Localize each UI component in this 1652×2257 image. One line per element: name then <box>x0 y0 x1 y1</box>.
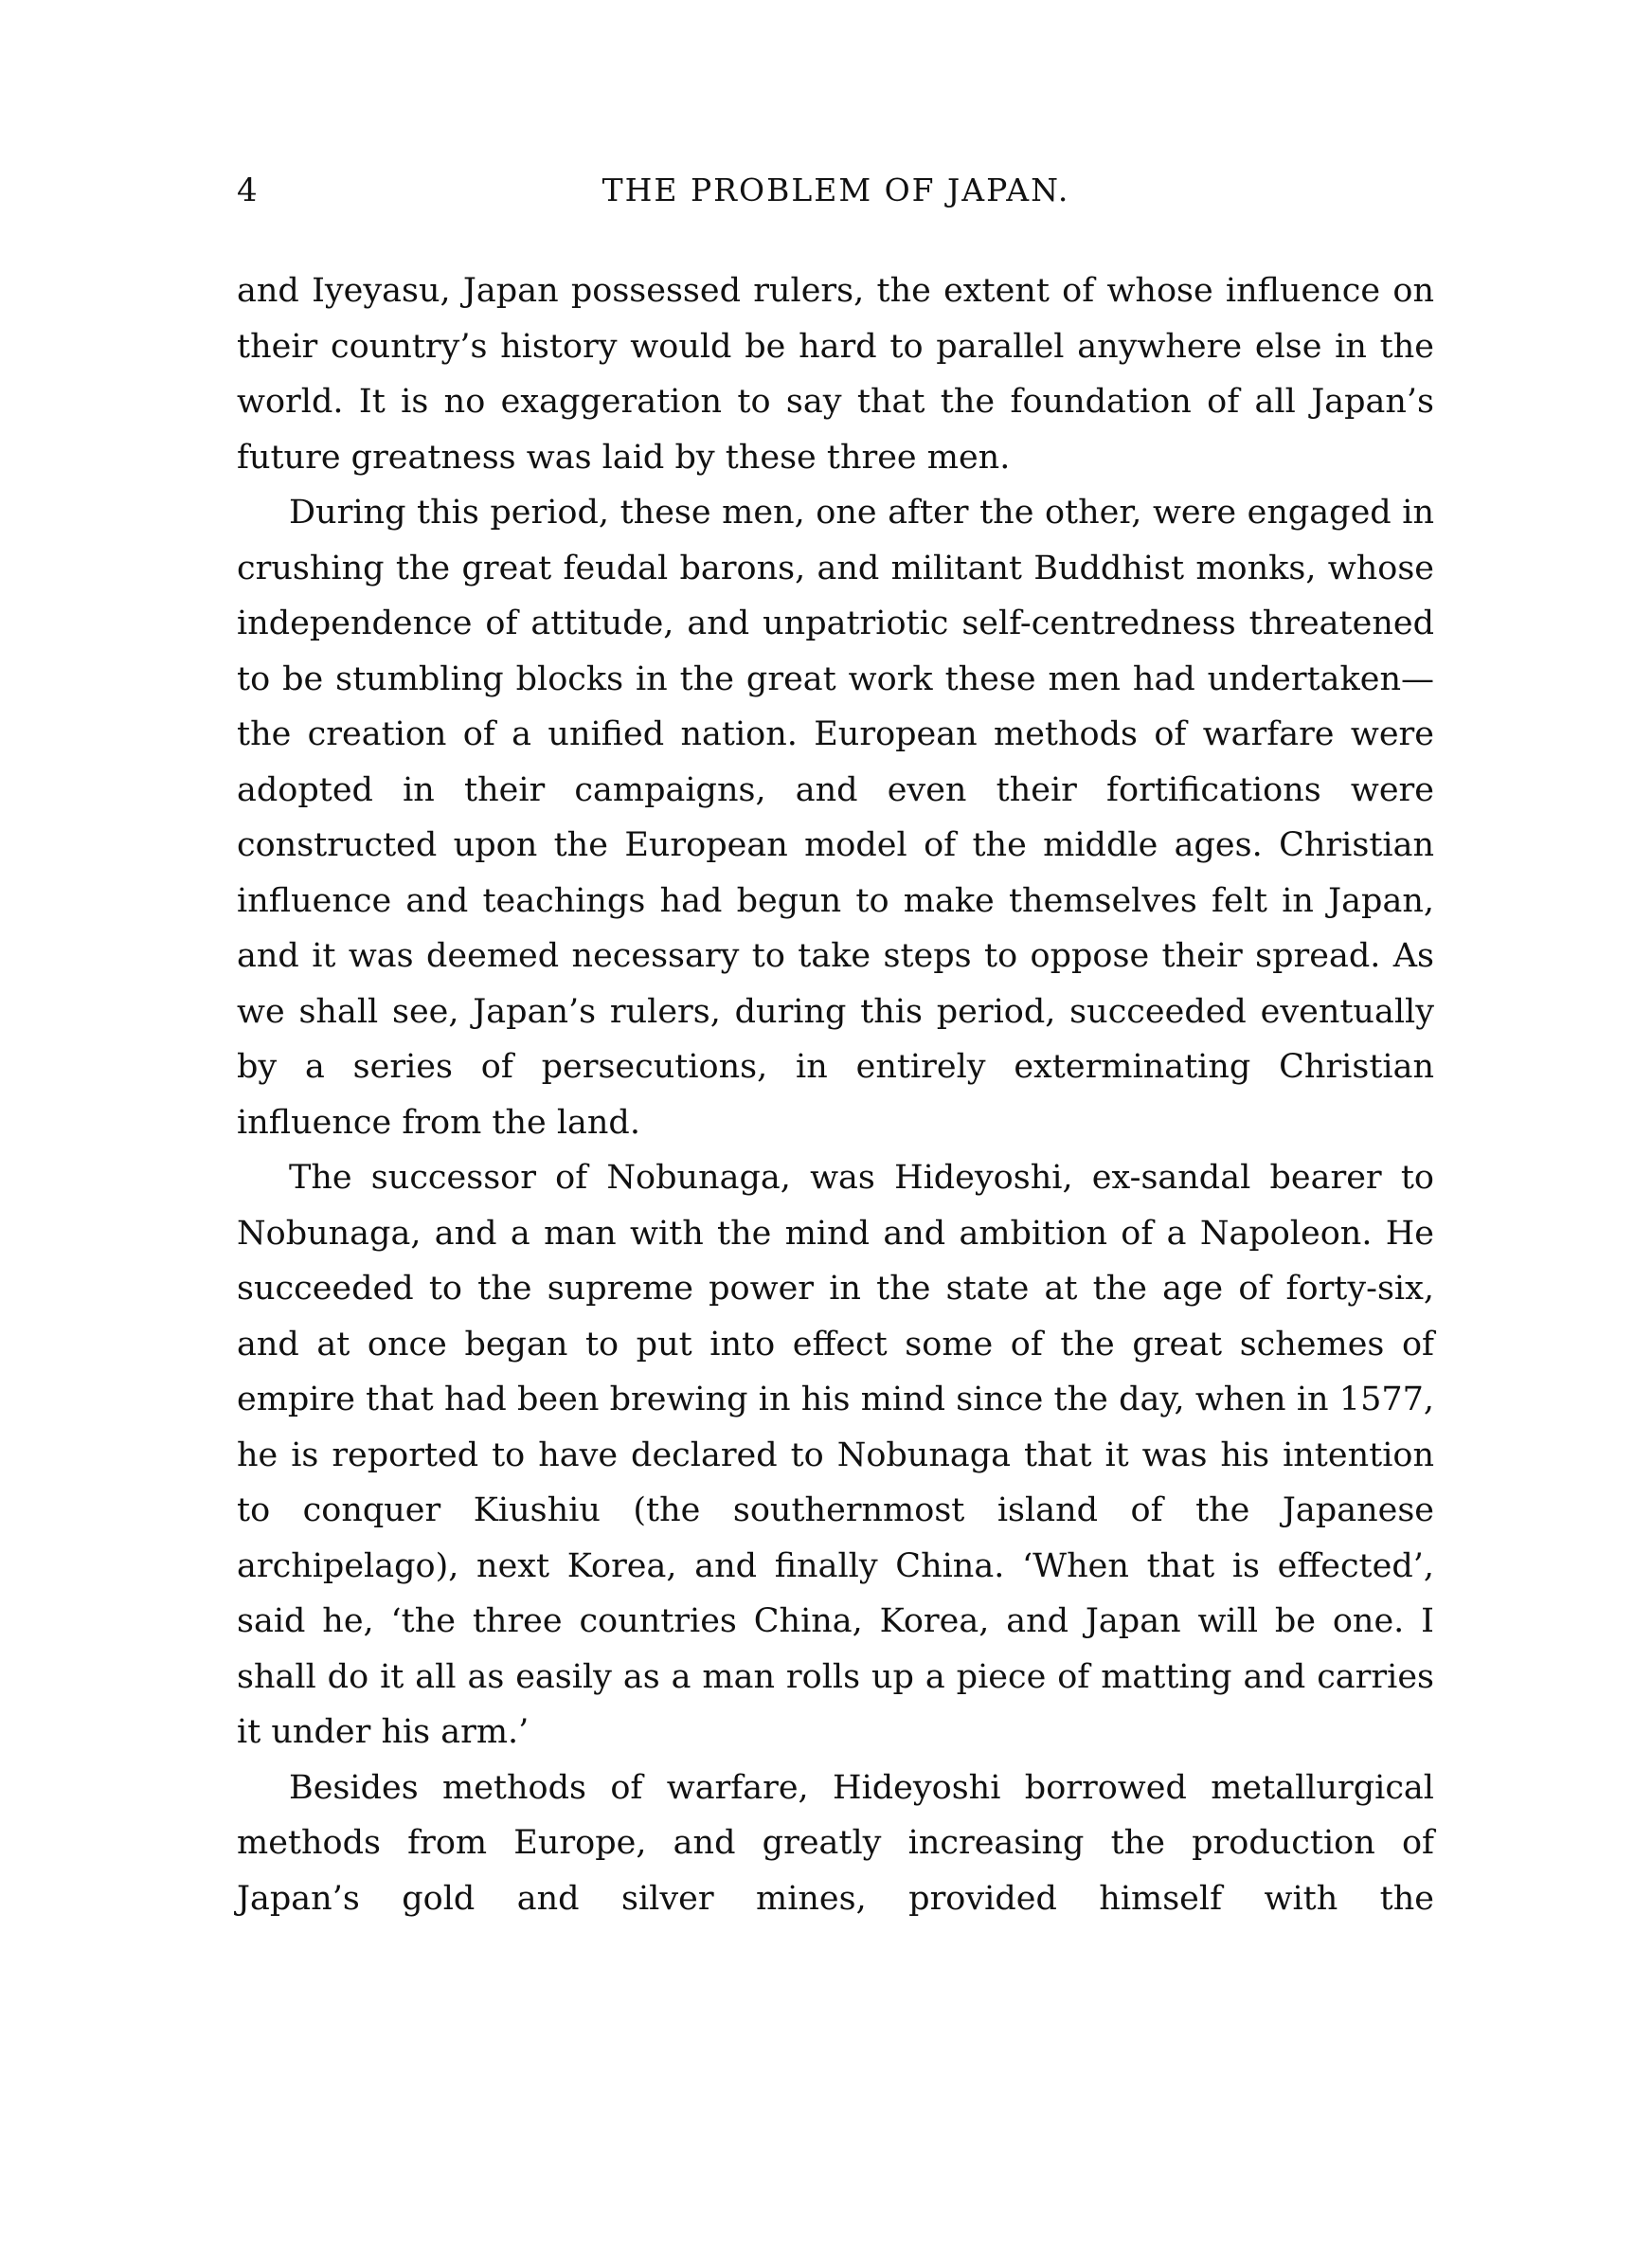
paragraph: During this period, these men, one after the other, were engaged in crushing the great feudal barons, and militant Buddhist monks, whose independence of attitude, and unpatriotic self-centredness threatened to be stumbling blocks in the great work these men had undertaken—the creation of a unified nation. European methods of warfare were adopted in their campaigns, and even their fortifications were constructed upon the European model of the middle ages. Christian influence and teachings had begun to make themselves felt in Japan, and it was deemed necessary to take steps to oppose their spread. As we shall see, Japan’s rulers, during this period, succeeded eventually by a series of persecutions, in entirely exterminating Christian influence from the land. <box>237 494 1434 1142</box>
running-title: THE PROBLEM OF JAPAN. <box>602 172 1070 208</box>
page-number: 4 <box>237 172 259 209</box>
paragraph: The successor of Nobunaga, was Hideyoshi, ex-sandal bearer to Nobunaga, and a man with the mind and ambition of a Napoleon. He succeeded to the supreme power in the state at the age of forty-six, and at once began to put into effect some of the great schemes of empire that had been brewing in his mind since the day, when in 1577, he is reported to have declared to Nobunaga that it was his intention to conquer Kiushiu (the southernmost island of the Japanese archipelago), next Korea, and finally China. ‘When that is effected’, said he, ‘the three countries China, Korea, and Japan will be one. I shall do it all as easily as a man rolls up a piece of matting and carries it under his arm.’ <box>237 1159 1434 1751</box>
body-text <box>237 263 1434 1926</box>
paragraph: Besides methods of warfare, Hideyoshi borrowed metallurgical methods from Europe, and greatly increasing the production of Japan’s gold and silver mines, provided himself with the <box>237 1768 1434 1918</box>
paragraph: and Iyeyasu, Japan possessed rulers, the extent of whose influence on their country’s history would be hard to parallel anywhere else in the world. It is no exaggeration to say that the foundation of all Japan’s future greatness was laid by these three men. <box>237 272 1434 477</box>
running-head <box>237 166 1435 223</box>
